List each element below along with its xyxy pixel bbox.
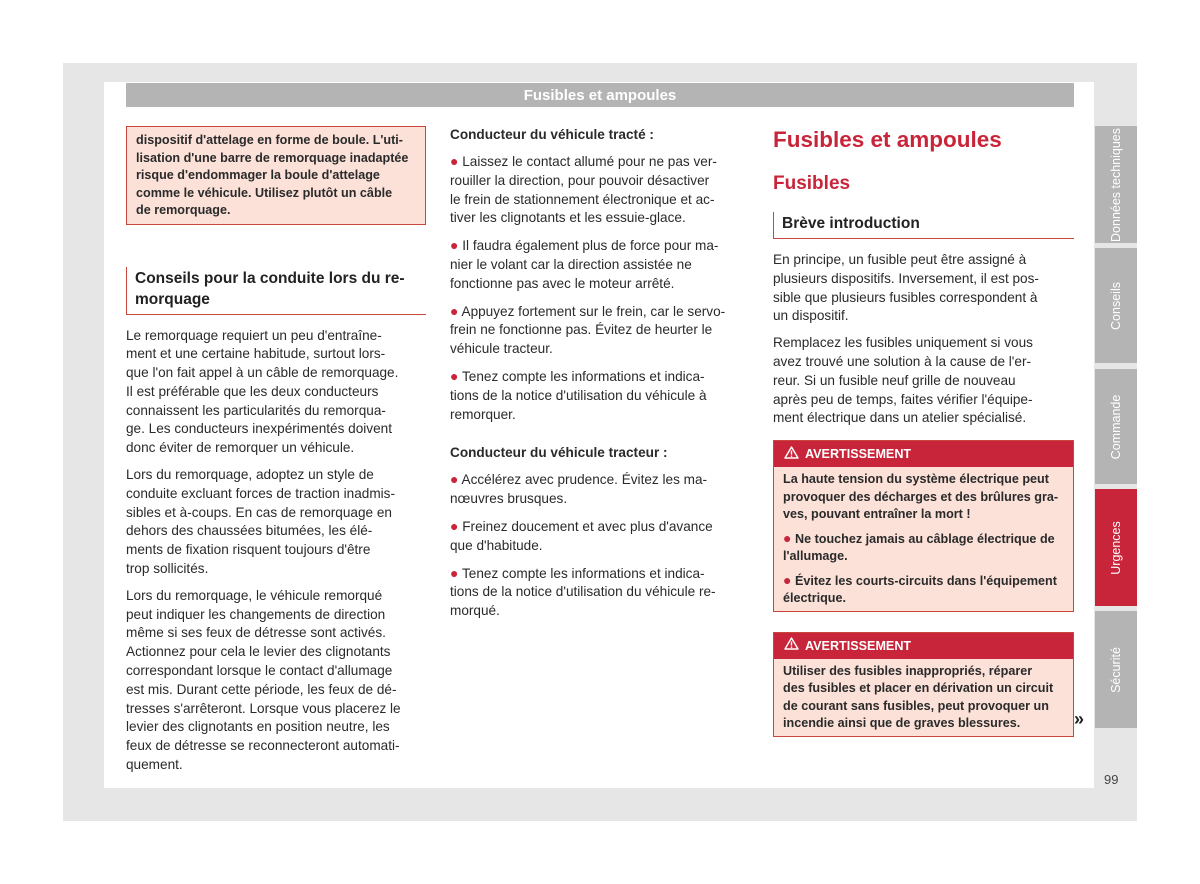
warning-body [774, 659, 1073, 736]
bullet-item [450, 302, 750, 359]
bullet-item [450, 517, 750, 556]
bullet-dot-icon: ● [450, 367, 459, 384]
warning-text: Utiliser des fusibles inappropriés, réparer des fusibles et placer en dérivation un circuit de courant sans fusibles, peut provoquer un incendie ainsi que de graves blessures. [783, 663, 1054, 731]
bullet-dot-icon: ● [450, 153, 459, 169]
tractor-driver-title: Conducteur du véhicule tracteur : [450, 445, 668, 461]
towed-driver-title: Conducteur du véhicule tracté : [450, 127, 654, 142]
bullet-text: Laissez le contact allumé pour ne pas ver- rouiller la direction, pour pouvoir désactiver le frein de stationnement électronique et ac- tiver les clignotants et les essuie-glace. [450, 154, 717, 226]
paragraph: Lors du remorquage, le véhicule remorqué peut indiquer les changements de direction même si ses feux de détresse sont activés. Actionnez pour cela le levier des clignotants correspondant lorsque le contact d'allumage est mis. Durant cette période, les feux de dé- tresses s'arrêteront. Lorsque vous placerez le levier des clignotants en position neutre, les feux de détresse se reconnecteront automati- quement. [126, 587, 401, 773]
warning-body [774, 467, 1073, 611]
bullet-item [450, 152, 750, 228]
paragraph: Le remorquage requiert un peu d'entraîne- ment et une certaine habitude, surtout lors- que l'on fait appel à un câble de remorquage. Il est préférable que les deux conducteurs connaissent les particularités du remorqua- ge. Les conducteurs inexpérimentés doivent donc éviter de remorquer un véhicule. [126, 327, 399, 456]
warning-triangle-icon [784, 442, 799, 468]
warning-header [774, 633, 1073, 659]
column-left [126, 126, 426, 783]
column-right [773, 126, 1074, 757]
bullet-text: Tenez compte les informations et indica- tions de la notice d'utilisation du véhicule à remorquer. [450, 368, 707, 422]
bullet-dot-icon: ● [783, 571, 792, 588]
bullet-item [450, 564, 750, 621]
section-heading-box [126, 267, 426, 315]
danger-note-box [126, 126, 426, 225]
bullet-item [450, 236, 750, 293]
warning-header [774, 441, 1073, 467]
warning-box [773, 632, 1074, 737]
tab-label: Urgences [1109, 520, 1123, 575]
bullet-dot-icon: ● [783, 529, 792, 546]
warning-box [773, 440, 1074, 612]
tab-label: Conseils [1109, 281, 1123, 330]
bullet-text: Freinez doucement et avec plus d'avance que d'habitude. [450, 518, 713, 553]
section-title: Conseils pour la conduite lors du re- morquage [135, 269, 405, 308]
bullet-text: Appuyez fortement sur le frein, car le servo- frein ne fonctionne pas. Évitez de heurter le véhicule tracteur. [450, 303, 726, 357]
paragraph: En principe, un fusible peut être assigné à plusieurs dispositifs. Inversement, il est pos- sible que plusieurs fusibles correspondent à un dispositif. [773, 252, 1039, 324]
bullet-dot-icon: ● [450, 517, 459, 534]
continue-arrow-icon: » [1074, 709, 1085, 729]
bullet-dot-icon: ● [450, 302, 459, 319]
warning-triangle-icon [784, 633, 799, 659]
section-title-fuses: Fusibles [773, 173, 851, 194]
danger-note-text: dispositif d'attelage en forme de boule. L'uti- lisation d'une barre de remorquage inadaptée risque d'endommager la boule d'attelage comme le véhicule. Utilisez plutôt un câble de remorquage. [136, 133, 409, 217]
column-middle [450, 126, 750, 629]
tab-label: Commande [1109, 394, 1123, 459]
tab-label: Sécurité [1109, 646, 1123, 693]
warning-bullet [783, 530, 1065, 566]
bullet-text: Accélérez avec prudence. Évitez les ma- nœuvres brusques. [450, 472, 708, 507]
tab-commande[interactable] [1095, 369, 1137, 484]
tab-donnees-techniques[interactable] [1095, 126, 1137, 243]
warning-label: AVERTISSEMENT [805, 638, 912, 653]
bullet-dot-icon: ● [450, 237, 459, 254]
warning-bullet [783, 572, 1065, 608]
bullet-text: Évitez les courts-circuits dans l'équipement électrique. [783, 573, 1057, 606]
tab-label: Données techniques [1109, 127, 1123, 242]
page-number: 99 [1104, 772, 1119, 787]
bullet-dot-icon: ● [450, 471, 459, 488]
bullet-dot-icon: ● [450, 564, 459, 581]
tab-conseils[interactable] [1095, 248, 1137, 363]
paragraph: Remplacez les fusibles uniquement si vous avez trouvé une solution à la cause de l'er- reur. Si un fusible neuf grille de nouveau après peu de temps, faites vérifier l'équipe- ment électrique dans un atelier spécialisé. [773, 335, 1033, 426]
warning-label: AVERTISSEMENT [805, 447, 912, 462]
paragraph: Lors du remorquage, adoptez un style de conduite excluant forces de traction inadmis- sibles et à-coups. En cas de remorquage en dehors des chaussées bitumées, les élé- ments de fixation risquent toujours d'être trop sollicités. [126, 467, 395, 577]
bullet-item [450, 470, 750, 509]
bullet-text: Tenez compte les informations et indica- tions de la notice d'utilisation du véhicule re- morqué. [450, 565, 716, 619]
subsection-heading-box [773, 212, 1074, 239]
tab-securite[interactable] [1095, 611, 1137, 728]
warning-text: La haute tension du système électrique peut provoquer des décharges et des brûlures gra- ves, pouvant entraîner la mort ! [783, 472, 1059, 522]
bullet-item [450, 367, 750, 424]
subsection-title: Brève introduction [782, 215, 920, 232]
bullet-text: Il faudra également plus de force pour ma- nier le volant car la direction assistée ne fonctionne pas avec le moteur arrêté. [450, 238, 719, 291]
tab-urgences[interactable] [1095, 489, 1137, 606]
bullet-text: Ne touchez jamais au câblage électrique de l'allumage. [783, 531, 1055, 564]
chapter-header: Fusibles et ampoules [126, 83, 1074, 107]
chapter-title: Fusibles et ampoules [773, 127, 1002, 152]
